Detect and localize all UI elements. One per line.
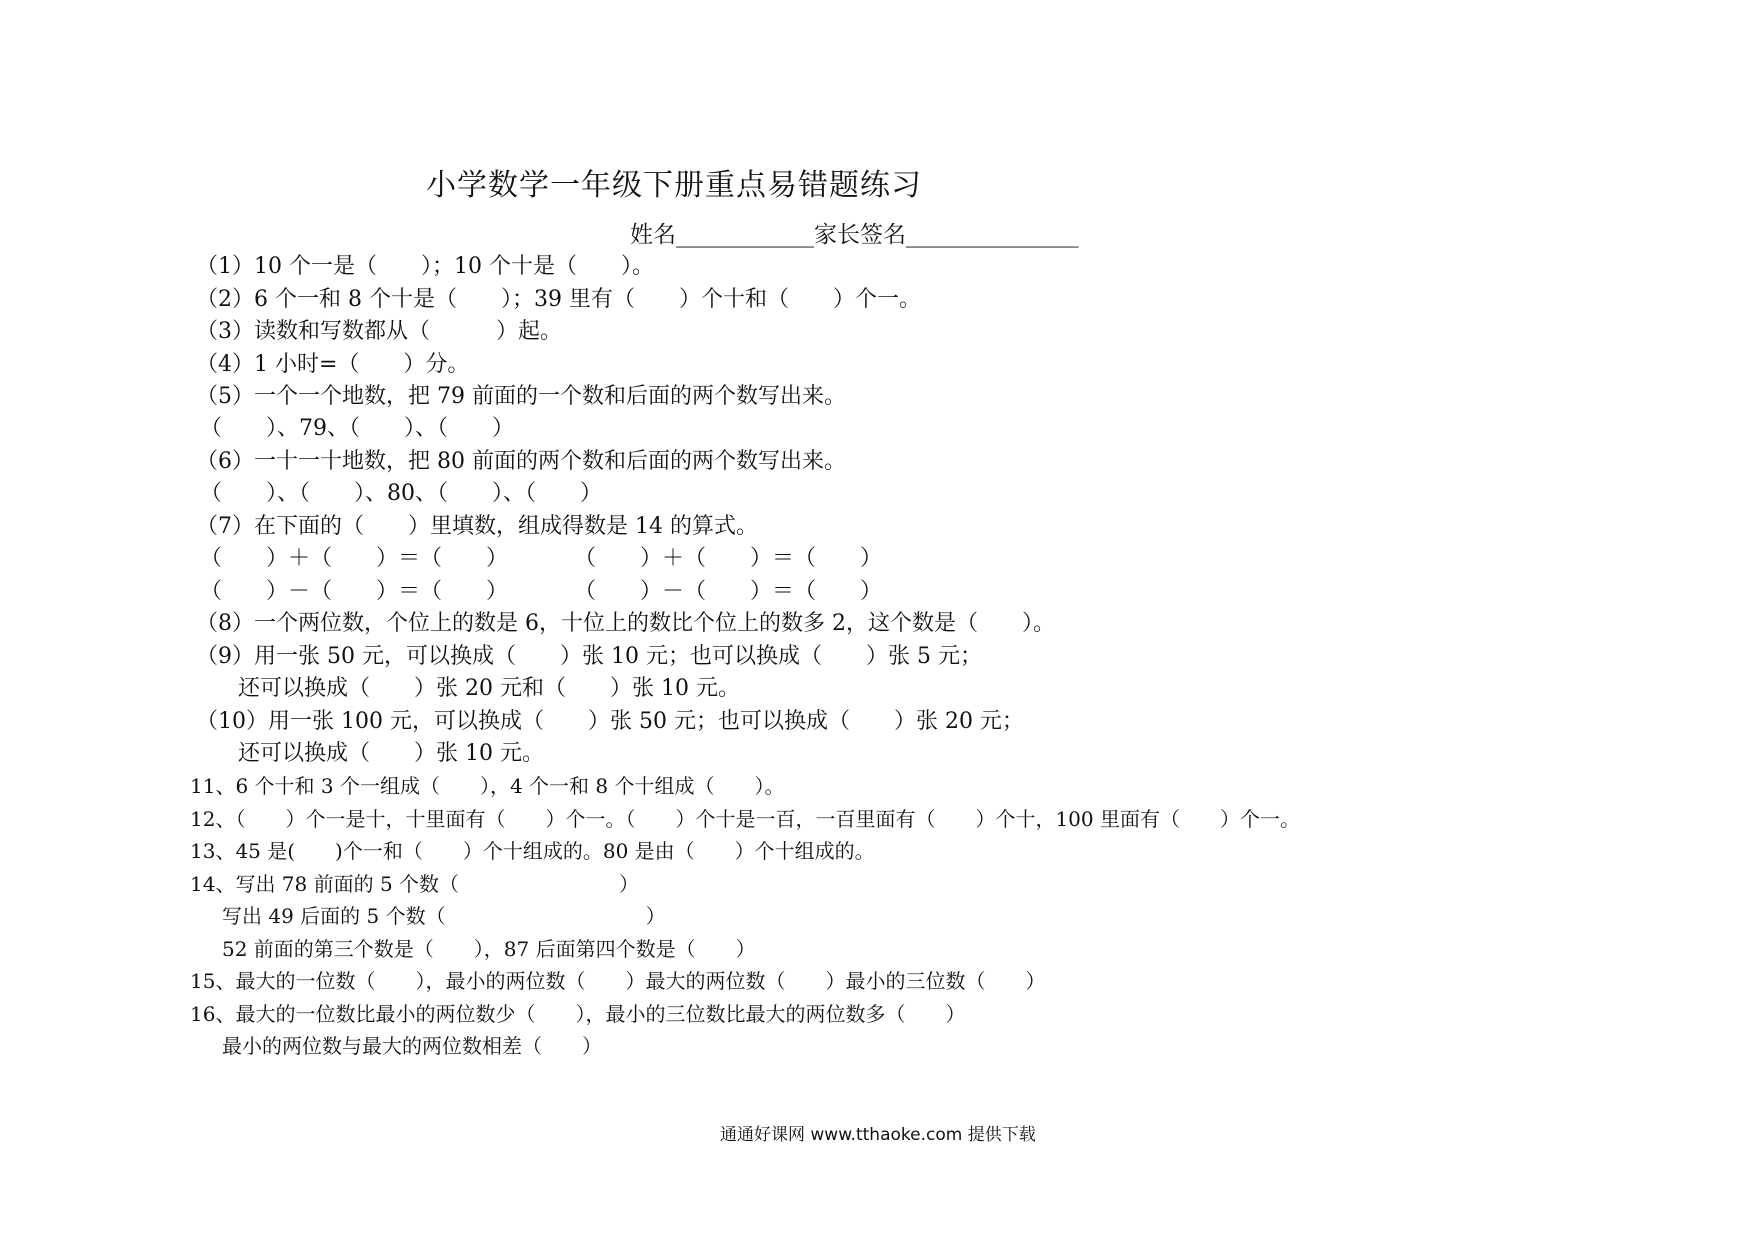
question-9: （9）用一张 50 元，可以换成（ ）张 10 元；也可以换成（ ）张 5 元；: [196, 644, 982, 669]
question-7-addition-row: （ ）＋（ ）＝（ ） （ ）＋（ ）＝（ ）: [200, 546, 883, 571]
question-7: （7）在下面的（ ）里填数，组成得数是 14 的算式。: [196, 514, 758, 539]
question-6: （6）一十一十地数，把 80 前面的两个数和后面的两个数写出来。: [196, 449, 846, 474]
question-9-continued: 还可以换成（ ）张 20 元和（ ）张 10 元。: [238, 676, 740, 701]
question-7-subtraction-row: （ ）－（ ）＝（ ） （ ）－（ ）＝（ ）: [200, 579, 883, 604]
question-6-answer: （ ）、（ ）、80、（ ）、（ ）: [200, 481, 602, 506]
question-5-answer: （ ）、79、（ ）、（ ）: [200, 416, 514, 441]
question-2: （2）6 个一和 8 个十是（ ）；39 里有（ ）个十和（ ）个一。: [196, 287, 921, 312]
question-10-continued: 还可以换成（ ）张 10 元。: [238, 741, 544, 766]
question-16-continued: 最小的两位数与最大的两位数相差（ ）: [222, 1034, 602, 1058]
question-8: （8）一个两位数，个位上的数是 6，十位上的数比个位上的数多 2，这个数是（ ）。: [196, 611, 1055, 636]
question-1: （1）10 个一是（ ）；10 个十是（ ）。: [196, 254, 654, 279]
question-12: 12、（ ）个一是十，十里面有（ ）个一。（ ）个十是一百，一百里面有（ ）个十，100 里面有（ ）个一。: [190, 807, 1300, 831]
footer-source: 通通好课网 www.tthaoke.com 提供下载: [720, 1125, 1036, 1145]
question-14-part-3: 52 前面的第三个数是（ ），87 后面第四个数是（ ）: [222, 937, 756, 961]
question-11: 11、6 个十和 3 个一组成（ ），4 个一和 8 个十组成（ ）。: [190, 774, 785, 798]
question-5: （5）一个一个地数，把 79 前面的一个数和后面的两个数写出来。: [196, 384, 846, 409]
question-16: 16、最大的一位数比最小的两位数少（ ），最小的三位数比最大的两位数多（ ）: [190, 1002, 966, 1026]
question-4: （4）1 小时=（ ）分。: [196, 352, 470, 377]
question-15: 15、最大的一位数（ ），最小的两位数（ ）最大的两位数（ ）最小的三位数（ ）: [190, 969, 1046, 993]
question-10: （10）用一张 100 元，可以换成（ ）张 50 元；也可以换成（ ）张 20 元；: [196, 709, 1024, 734]
question-14-part-2: 写出 49 后面的 5 个数（ ）: [222, 904, 666, 928]
question-3: （3）读数和写数都从（ ）起。: [196, 319, 562, 344]
worksheet-title: 小学数学一年级下册重点易错题练习: [426, 168, 922, 203]
question-13: 13、45 是( )个一和（ ）个十组成的。80 是由（ ）个十组成的。: [190, 839, 875, 863]
name-signature-line: 姓名____________家长签名_______________: [630, 222, 1079, 248]
question-14: 14、写出 78 前面的 5 个数（ ）: [190, 872, 640, 896]
